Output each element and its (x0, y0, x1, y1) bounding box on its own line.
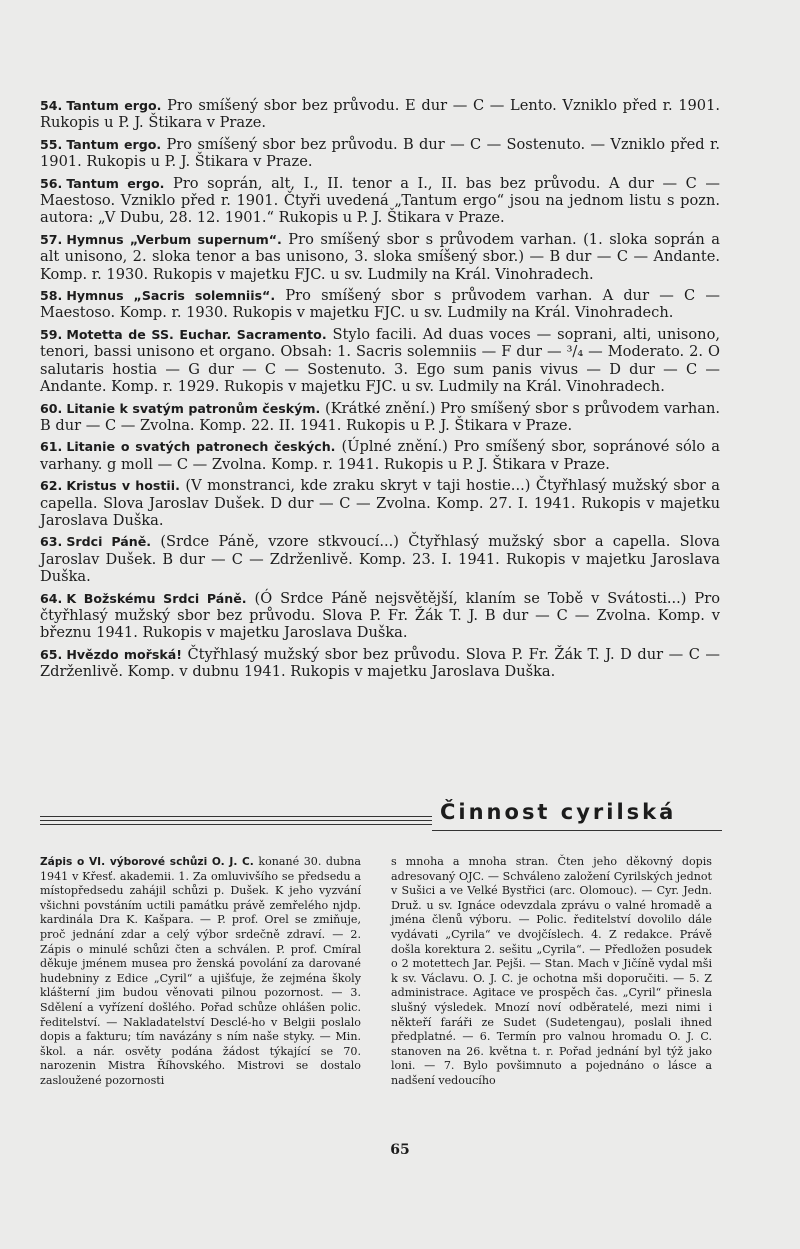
page-number: 65 (390, 1142, 410, 1158)
catalog-entry (40, 175, 720, 227)
right-column-text: s mnoha a mnoha stran. Čten jeho děkovný dopis adresovaný OJC. — Schváleno založení Cyrilských jednot v Sušici a ve Velké Bystřici (arc. Olomouc). — Cyr. Jedn. Druž. u sv. Ignáce odevzdala zprávu o valné hromadě a jména členů výboru. — Polic. ředitelství dovolilo dále vydávati „Cyrila“ ve dvojčíslech. 4. Z redakce. Právě došla korektura 2. sešitu „Cyrila“. — Předložen posudek o 2 motettech Jar. Pejši. — Stan. Mach v Jičíně vydal mši k sv. Václavu. O. J. C. je ochotna mši doporučiti. — 5. Z administrace. Agitace ve prospěch čas. „Cyril“ přinesla slušný výsledek. Mnozí noví odběratelé, mezi nimi i někteří faráři ze Sudet (Sudetengau), poslali ihned předplatné. — 6. Termín pro valnou hromadu O. J. C. stanoven na 26. května t. r. Pořad jednání byl týž jako loni. — 7. Bylo povšimnuto a pojednáno o lásce a nadšení vedoucího (391, 855, 712, 1087)
heading-rule (432, 830, 722, 831)
entry-body: (Úplné znění.) Pro smíšený sbor, sopránové sólo a varhany. g moll — C — Zvolna. Komp. r. 1941. Rukopis u P. J. Štikara v Praze. (40, 438, 721, 473)
catalog-entry (40, 533, 720, 585)
entry-title: Motetta de SS. Euchar. Sacramento. (66, 326, 327, 342)
entry-number: 62. (40, 478, 63, 494)
entry-number: 59. (40, 326, 63, 342)
right-column (391, 855, 712, 1089)
entry-title: Litanie o svatých patronech českých. (66, 439, 336, 455)
heading-rule (40, 816, 432, 817)
entry-title: Litanie k svatým patronům českým. (66, 400, 321, 416)
entry-body: Pro smíšený sbor bez průvodu. B dur — C — Sostenuto. — Vzniklo před r. 1901. Rukopis u P. J. Štikara v Praze. (40, 135, 721, 171)
entry-body: (Srdce Páně, vzore stkvoucí...) Čtyřhlasý mužský sbor a capella. Slova Jaroslav Dušek. B dur — C — Zdrženlivě. Komp. 23. I. 1941. Rukopis v majetku Jaroslava Duška. (40, 533, 720, 586)
catalog-entry (40, 97, 720, 132)
catalog-list (40, 97, 720, 685)
entry-title: Kristus v hostii. (66, 478, 180, 494)
entry-title: K Božskému Srdci Páně. (66, 590, 247, 606)
left-column (40, 855, 361, 1089)
catalog-entry (40, 438, 720, 473)
catalog-entry (40, 400, 720, 435)
entry-number: 56. (40, 175, 63, 191)
entry-body: Pro smíšený sbor bez průvodu. E dur — C — Lento. Vzniklo před r. 1901. Rukopis u P. J. Štikara v Praze. (40, 97, 721, 132)
catalog-entry (40, 477, 720, 529)
entry-number: 61. (40, 439, 63, 455)
section-heading-row (40, 802, 722, 836)
entry-body: Pro smíšený sbor s průvodem varhan. (1. sloka soprán a alt unisono, 2. sloka tenor a bas unisono, 3. sloka smíšený sbor.) — B dur — C — Andante. Komp. r. 1930. Rukopis v majetku FJC. u sv. Ludmily na Král. Vinohradech. (40, 230, 720, 283)
entry-title: Tantum ergo. (66, 175, 165, 191)
entry-number: 58. (40, 288, 63, 304)
entry-number: 57. (40, 231, 63, 247)
catalog-entry (40, 231, 720, 283)
section-title: Činnost cyrilská (440, 800, 677, 824)
catalog-entry (40, 136, 720, 171)
entry-body: (Krátké znění.) Pro smíšený sbor s průvodem varhan. B dur — C — Zvolna. Komp. 22. II. 1941. Rukopis u P. J. Štikara v Praze. (40, 399, 720, 434)
entry-body: Čtyřhlasý mužský sbor bez průvodu. Slova P. Fr. Žák T. J. D dur — C — Zdrženlivě. Komp. v dubnu 1941. Rukopis v majetku Jaroslava Duška. (40, 645, 720, 681)
entry-number: 55. (40, 136, 63, 152)
two-column-text (40, 855, 712, 1089)
heading-rule (40, 824, 432, 825)
entry-body: Stylo facili. Ad duas voces — soprani, alti, unisono, tenori, bassi unisono et organo. Obsah: 1. Sacris solemniis — F dur — ³/₄ — Moderato. 2. O salutaris hostia — G dur — C — Sostenuto. 3. Ego sum panis vivus — D dur — C — Andante. Komp. r. 1929. Rukopis v majetku FJC. u sv. Ludmily na Král. Vinohradech. (40, 325, 721, 396)
catalog-entry (40, 590, 720, 642)
catalog-entry (40, 646, 720, 681)
entry-body: Pro soprán, alt, I., II. tenor a I., II. bas bez průvodu. A dur — C — Maestoso. Vzniklo před r. 1901. Čtyři uvedená „Tantum ergo“ jsou na jednom listu s pozn. autora: „V Dubu, 28. 12. 1901.“ Rukopis u P. J. Štikara v Praze. (40, 174, 720, 227)
entry-body: (Ó Srdce Páně nejsvětější, klaním se Tobě v Svátosti...) Pro čtyřhlasý mužský sbor bez průvodu. Slova P. Fr. Žák T. J. B dur — C — Zvolna. Komp. v březnu 1941. Rukopis v majetku Jaroslava Duška. (40, 589, 720, 642)
entry-number: 65. (40, 646, 63, 662)
entry-number: 63. (40, 534, 63, 550)
entry-title: Tantum ergo. (66, 136, 162, 152)
left-column-text: konané 30. dubna 1941 v Křesť. akademii. 1. Za omluvivšího se předsedu a místopředsedu zahájil schůzi p. Dušek. K jeho vyzvání všichni povstáním uctili památku právě zemřelého njdp. kardinála Dra K. Kašpara. — P. prof. Orel se zmiňuje, proč jednání zdar a celý výbor srdečně zdraví. — 2. Zápis o minulé schůzi čten a schválen. P. prof. Cmíral děkuje jménem musea pro ženská povolání za darované hudebniny z Edice „Cyril“ a ujišťuje, že zejména školy klášterní jim budou věnovati pilnou pozornost. — 3. Sdělení a vyřízení došlého. Pořad schůze ohlášen polic. ředitelství. — Nakladatelství Desclé-ho v Belgii poslalo dopis a fakturu; tím navázány s ním naše styky. — Min. škol. a nár. osvěty podána žádost týkající se 70. narozenin Mistra Říhovského. Mistrovi se dostalo zasloužené pozornosti (40, 855, 361, 1087)
catalog-entry (40, 287, 720, 322)
heading-rule (40, 820, 432, 821)
catalog-entry (40, 326, 720, 396)
entry-title: Tantum ergo. (66, 98, 162, 113)
entry-title: Hymnus „Verbum supernum“. (66, 231, 282, 247)
entry-body: (V monstranci, kde zraku skryt v taji hostie...) Čtyřhlasý mužský sbor a capella. Slova Jaroslav Dušek. D dur — C — Zvolna. Komp. 27. I. 1941. Rukopis v majetku Jaroslava Duška. (40, 477, 720, 529)
entry-number: 54. (40, 98, 63, 113)
minutes-heading: Zápis o VI. výborové schůzi O. J. C. (40, 856, 254, 868)
entry-number: 64. (40, 590, 63, 606)
entry-number: 60. (40, 400, 63, 416)
entry-title: Hymnus „Sacris solemniis“. (66, 288, 276, 304)
entry-title: Hvězdo mořská! (66, 646, 182, 662)
entry-title: Srdci Páně. (66, 534, 152, 550)
entry-body: Pro smíšený sbor s průvodem varhan. A dur — C — Maestoso. Komp. r. 1930. Rukopis v majetku FJC. u sv. Ludmily na Král. Vinohradech. (40, 287, 720, 322)
